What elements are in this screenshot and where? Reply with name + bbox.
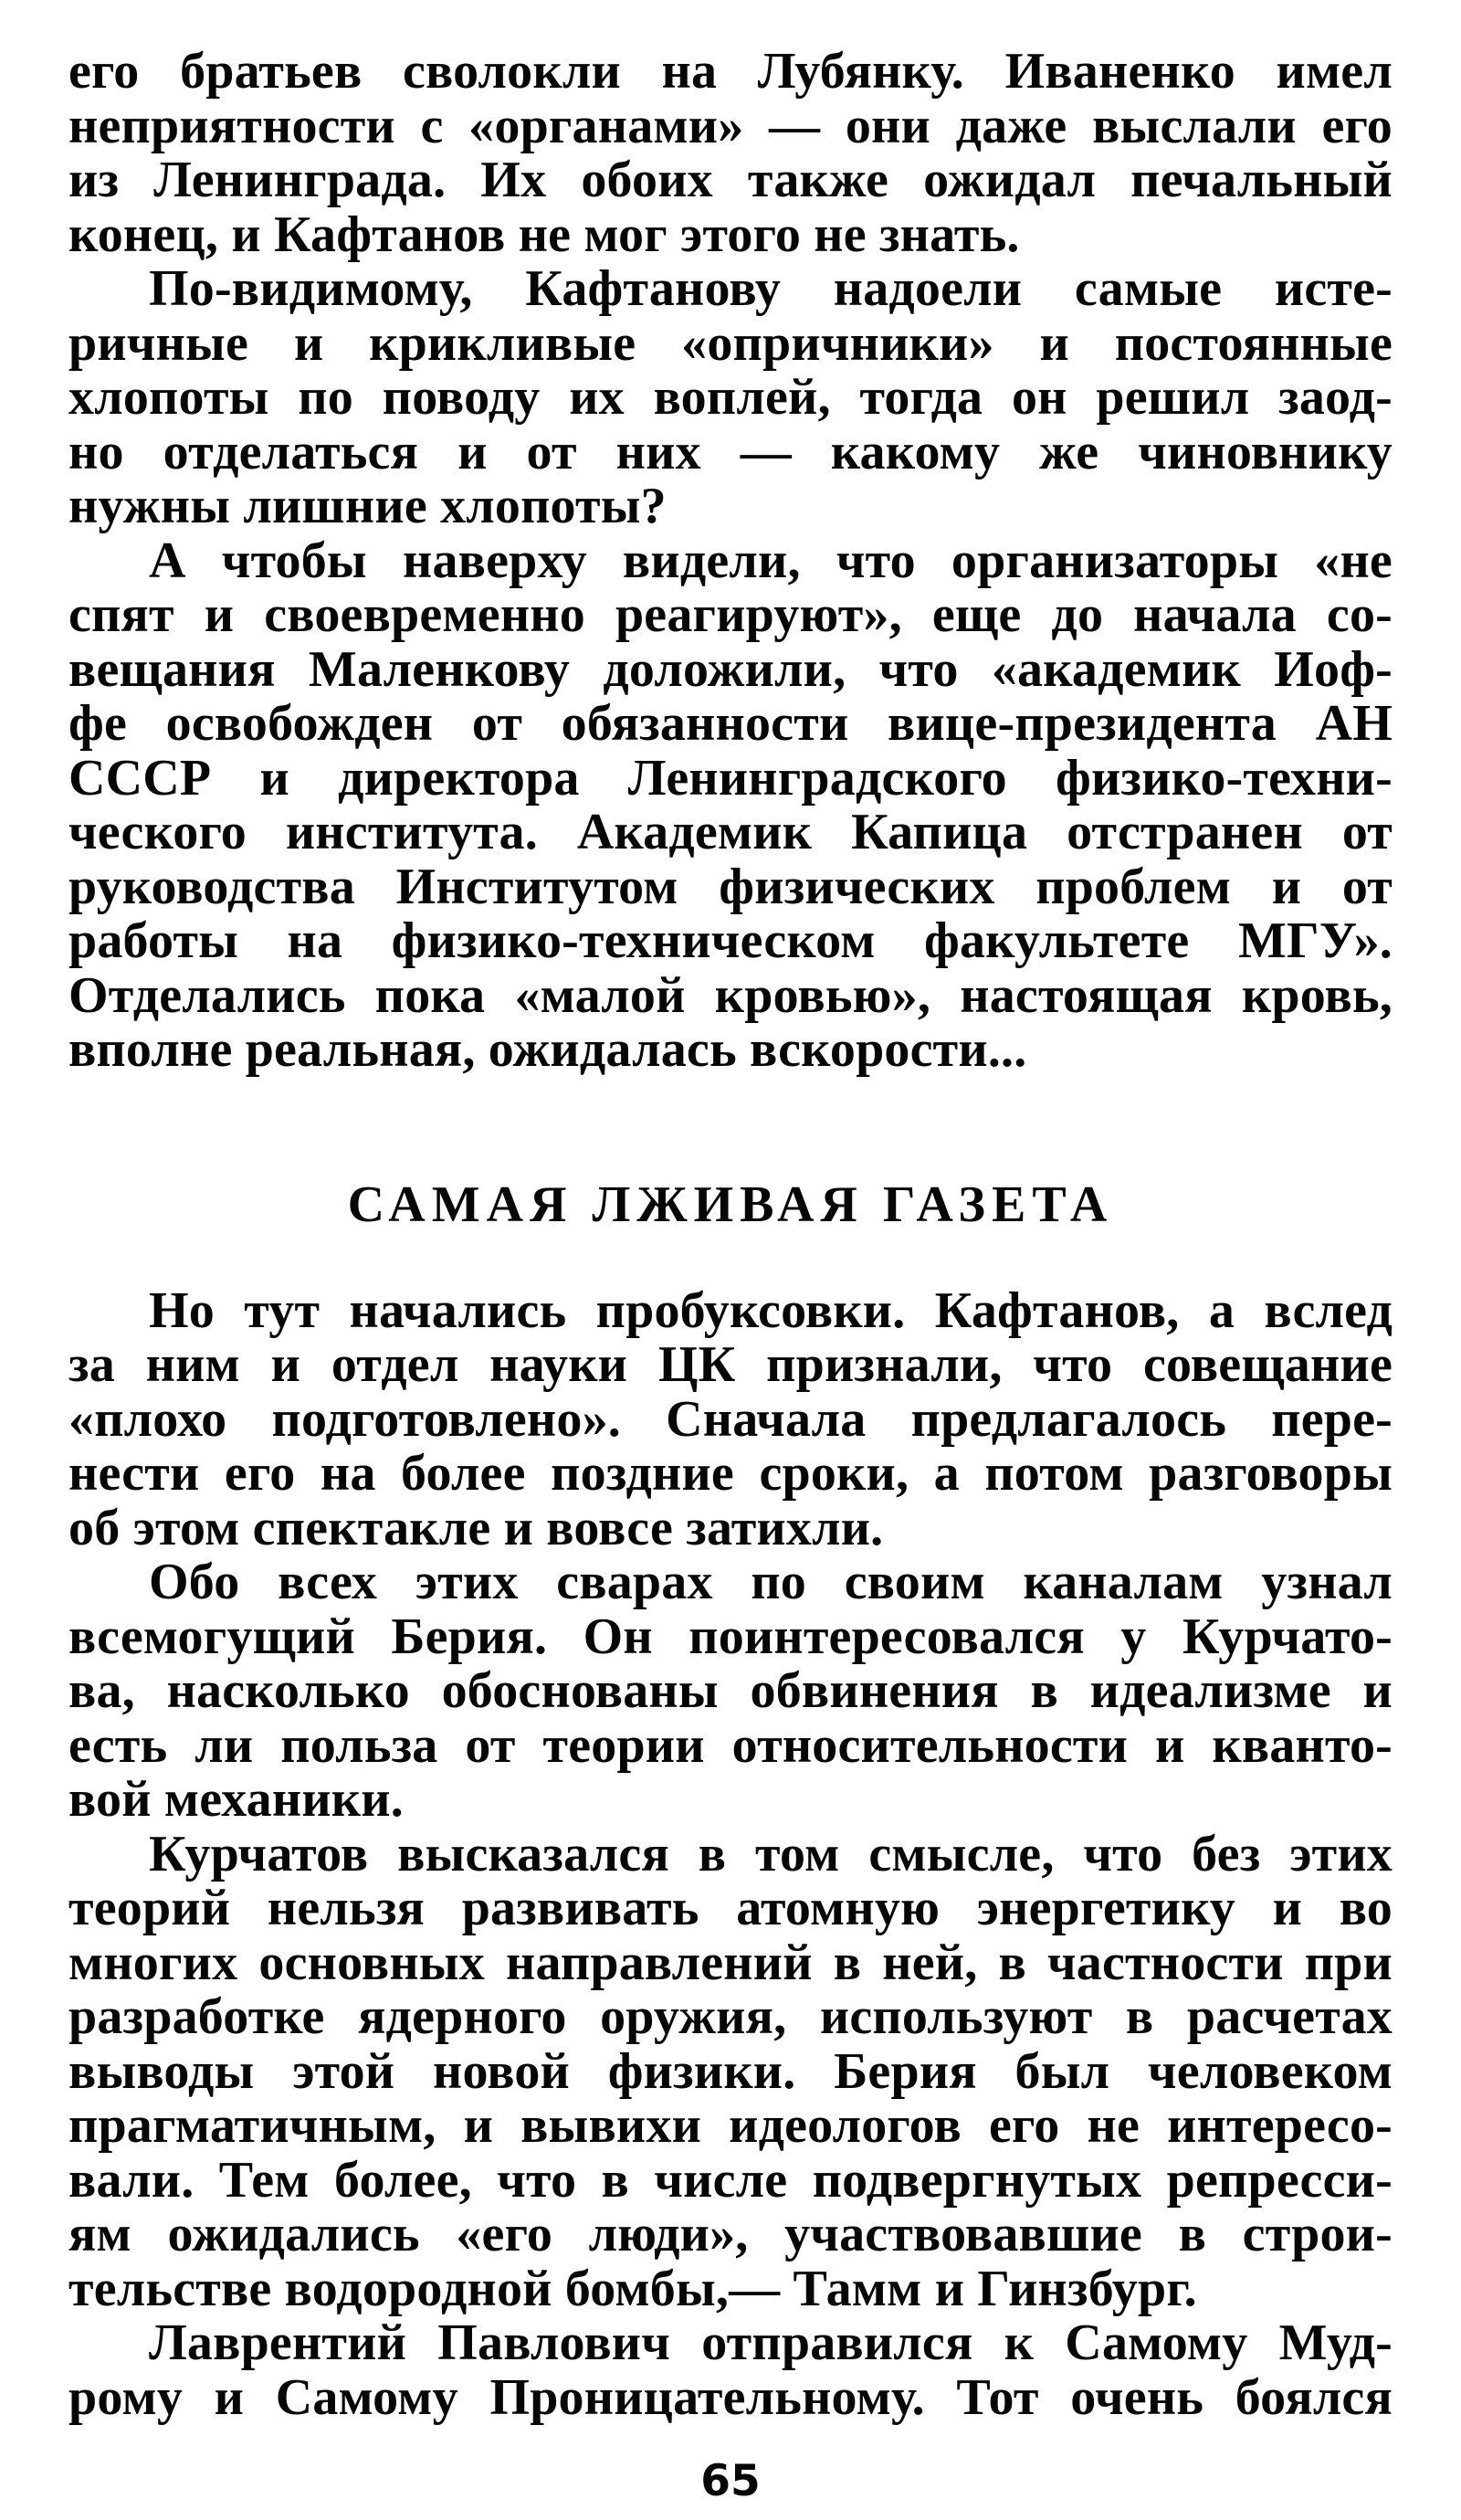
text-line: фе освобожден от обязанности вице-президента АН — [68, 697, 1393, 752]
paragraph — [68, 45, 1393, 262]
text-line: «плохо подготовлено». Сначала предлагалось пере- — [68, 1392, 1393, 1447]
text-line: тельстве водородной бомбы,— Тамм и Гинзбург. — [68, 2262, 1197, 2316]
text-line: теорий нельзя развивать атомную энергетику и во — [68, 1882, 1393, 1936]
text-line: вещания Маленкову доложили, что «академик Иоф- — [68, 642, 1393, 697]
text-line: Но тут начались пробуксовки. Кафтанов, а вслед — [149, 1283, 1393, 1338]
text-line: Курчатов высказался в том смысле, что без этих — [149, 1827, 1393, 1882]
text-line: А чтобы наверху видели, что организаторы «не — [149, 533, 1393, 588]
paragraph — [68, 1555, 1393, 1828]
text-line: выводы этой новой физики. Берия был человеком — [68, 2044, 1393, 2099]
section-after-heading — [68, 1284, 1393, 2426]
text-line: конец, и Кафтанов не мог этого не знать. — [68, 207, 1020, 262]
text-line: СССР и директора Ленинградского физико-техни- — [68, 751, 1393, 806]
text-line: спят и своевременно реагируют», еще до начала со- — [68, 588, 1393, 643]
paragraph — [68, 1828, 1393, 2317]
text-line: нести его на более поздние сроки, а потом разговоры — [68, 1447, 1393, 1502]
text-line: работы на физико-техническом факультете МГУ». — [68, 914, 1393, 969]
text-line: об этом спектакле и вовсе затихли. — [68, 1501, 884, 1555]
text-line: разработке ядерного оружия, используют в расчетах — [68, 1990, 1393, 2045]
text-line: вполне реальная, ожидалась вскорости... — [68, 1023, 1027, 1078]
text-line: рому и Самому Проницательному. Тот очень боялся — [68, 2370, 1393, 2425]
text-line: его братьев сволокли на Лубянку. Иваненко имел — [68, 45, 1393, 100]
text-column — [68, 45, 1393, 2425]
text-line: Лаврентий Павлович отправился к Самому Муд- — [149, 2316, 1393, 2371]
text-line: ям ожидались «его люди», участвовавшие в строи- — [68, 2208, 1393, 2262]
text-line: за ним и отдел науки ЦК признали, что совещание — [68, 1338, 1393, 1393]
text-line: По-видимому, Кафтанову надоели самые исте- — [149, 262, 1393, 317]
text-line: многих основных направлений в ней, в частности при — [68, 1935, 1393, 1990]
text-line: из Ленинграда. Их обоих также ожидал печальный — [68, 153, 1393, 208]
section-before-heading — [68, 45, 1393, 1078]
text-line: неприятности с «органами» — они даже выслали его — [68, 99, 1393, 153]
text-line: ричные и крикливые «опричники» и постоянные — [68, 316, 1393, 371]
text-line: всемогущий Берия. Он поинтересовался у Курчато- — [68, 1609, 1393, 1664]
page-number: 65 — [700, 2456, 761, 2506]
text-line: Отделались пока «малой кровью», настоящая кровь, — [68, 968, 1393, 1023]
text-line: Обо всех этих сварах по своим каналам узнал — [149, 1555, 1393, 1610]
paragraph — [68, 2316, 1393, 2425]
text-line: руководства Институтом физических проблем и от — [68, 859, 1393, 914]
text-line: есть ли польза от теории относительности и кванто- — [68, 1718, 1393, 1773]
text-line: вой механики. — [68, 1773, 404, 1828]
text-line: нужны лишние хлопоты? — [68, 480, 667, 534]
paragraph — [68, 262, 1393, 534]
text-line: вали. Тем более, что в числе подвергнутых репресси- — [68, 2153, 1393, 2208]
text-line: но отделаться и от них — какому же чиновнику — [68, 425, 1393, 480]
text-line: хлопоты по поводу их воплей, тогда он решил заод- — [68, 371, 1393, 426]
text-line: прагматичным, и вывихи идеологов его не интересо- — [68, 2099, 1393, 2154]
chapter-heading: САМАЯ ЛЖИВАЯ ГАЗЕТА — [347, 1176, 1114, 1233]
paragraph — [68, 534, 1393, 1078]
text-line: ва, насколько обоснованы обвинения в идеализме и — [68, 1664, 1393, 1719]
text-line: ческого института. Академик Капица отстранен от — [68, 806, 1393, 860]
paragraph — [68, 1284, 1393, 1556]
